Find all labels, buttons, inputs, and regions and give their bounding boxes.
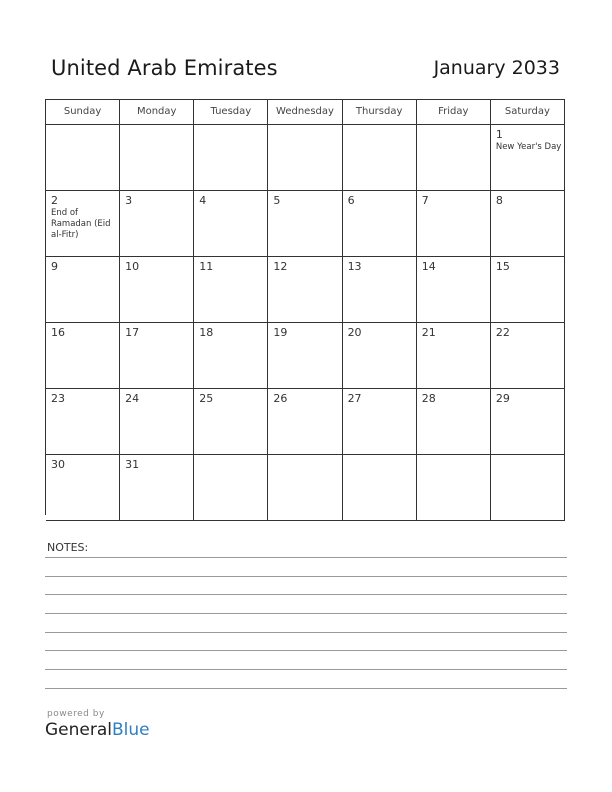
generalblue-logo[interactable] <box>45 720 150 740</box>
day-cell <box>268 455 342 520</box>
day-number: 26 <box>273 392 288 405</box>
month-title: January 2033 <box>433 57 560 79</box>
day-cell <box>46 455 120 520</box>
day-number: 23 <box>51 392 65 405</box>
week-row <box>46 257 565 323</box>
day-number: 20 <box>347 326 362 339</box>
day-number: 18 <box>199 326 214 339</box>
day-cell <box>120 323 194 388</box>
day-cell <box>194 191 268 256</box>
day-cell <box>194 455 268 520</box>
day-cell <box>46 191 120 256</box>
day-number: 16 <box>51 326 65 339</box>
powered-by-text: powered by <box>47 709 105 719</box>
notes-label: NOTES: <box>47 541 89 554</box>
day-number: 7 <box>421 194 429 207</box>
day-number: 21 <box>421 326 436 339</box>
weekday-friday: Friday <box>417 100 491 124</box>
day-cell <box>194 389 268 454</box>
day-cell <box>268 191 342 256</box>
day-number: 2 <box>51 194 58 207</box>
week-row <box>46 125 565 191</box>
day-cell <box>268 125 342 190</box>
day-cell <box>417 191 491 256</box>
note-line <box>45 688 567 689</box>
day-cell <box>491 323 565 388</box>
weekday-wednesday: Wednesday <box>268 100 342 124</box>
day-number: 24 <box>125 392 140 405</box>
weekday-saturday: Saturday <box>491 100 565 124</box>
day-cell <box>343 389 417 454</box>
day-cell <box>491 191 565 256</box>
day-number: 27 <box>347 392 362 405</box>
day-cell <box>491 257 565 322</box>
day-number: 28 <box>421 392 436 405</box>
day-number: 10 <box>125 260 140 273</box>
day-cell <box>343 257 417 322</box>
day-cell <box>268 257 342 322</box>
day-number: 6 <box>347 194 355 207</box>
weekday-header-row <box>46 100 565 125</box>
day-number: 5 <box>273 194 281 207</box>
note-line <box>45 613 567 614</box>
day-number: 31 <box>125 458 140 471</box>
day-cell <box>120 257 194 322</box>
day-cell <box>417 389 491 454</box>
week-row <box>46 389 565 455</box>
day-number: 3 <box>125 194 133 207</box>
day-cell <box>120 191 194 256</box>
day-cell <box>194 125 268 190</box>
day-cell <box>343 455 417 520</box>
day-cell <box>343 125 417 190</box>
day-number: 14 <box>421 260 436 273</box>
note-line <box>45 669 567 670</box>
day-cell <box>46 257 120 322</box>
note-line <box>45 594 567 595</box>
week-row <box>46 191 565 257</box>
weekday-sunday: Sunday <box>46 100 120 124</box>
day-cell <box>46 389 120 454</box>
day-number: 15 <box>495 260 510 273</box>
day-number: 25 <box>199 392 214 405</box>
weekday-monday: Monday <box>120 100 194 124</box>
brand-blue: Blue <box>112 720 150 740</box>
day-cell <box>343 191 417 256</box>
day-number: 22 <box>495 326 510 339</box>
day-number: 29 <box>495 392 510 405</box>
day-number: 30 <box>51 458 65 471</box>
day-cell <box>120 455 194 520</box>
day-cell <box>46 323 120 388</box>
note-line <box>45 632 567 633</box>
day-cell <box>268 323 342 388</box>
country-title: United Arab Emirates <box>51 56 278 80</box>
weekday-tuesday: Tuesday <box>194 100 268 124</box>
week-row <box>46 455 565 521</box>
brand-general: General <box>45 720 112 740</box>
day-cell <box>120 125 194 190</box>
day-cell <box>268 389 342 454</box>
week-row <box>46 323 565 389</box>
day-cell <box>343 323 417 388</box>
calendar-grid <box>45 99 565 515</box>
holiday-label: New Year's Day <box>495 142 562 152</box>
day-number: 13 <box>347 260 362 273</box>
day-number: 4 <box>199 194 207 207</box>
day-cell <box>417 257 491 322</box>
day-cell <box>491 455 565 520</box>
day-cell <box>120 389 194 454</box>
day-cell <box>194 257 268 322</box>
holiday-label: End of Ramadan (Eid al-Fitr) <box>51 208 111 240</box>
day-cell <box>194 323 268 388</box>
day-number: 9 <box>51 260 58 273</box>
day-cell <box>491 125 565 190</box>
day-number: 1 <box>495 128 503 141</box>
day-cell <box>491 389 565 454</box>
day-number: 11 <box>199 260 214 273</box>
day-number: 17 <box>125 326 140 339</box>
note-line <box>45 650 567 651</box>
day-cell <box>417 125 491 190</box>
day-cell <box>46 125 120 190</box>
day-cell <box>417 323 491 388</box>
day-number: 8 <box>495 194 503 207</box>
weekday-thursday: Thursday <box>343 100 417 124</box>
day-cell <box>417 455 491 520</box>
note-line <box>45 576 567 577</box>
day-number: 12 <box>273 260 288 273</box>
note-line <box>45 557 567 558</box>
day-number: 19 <box>273 326 288 339</box>
